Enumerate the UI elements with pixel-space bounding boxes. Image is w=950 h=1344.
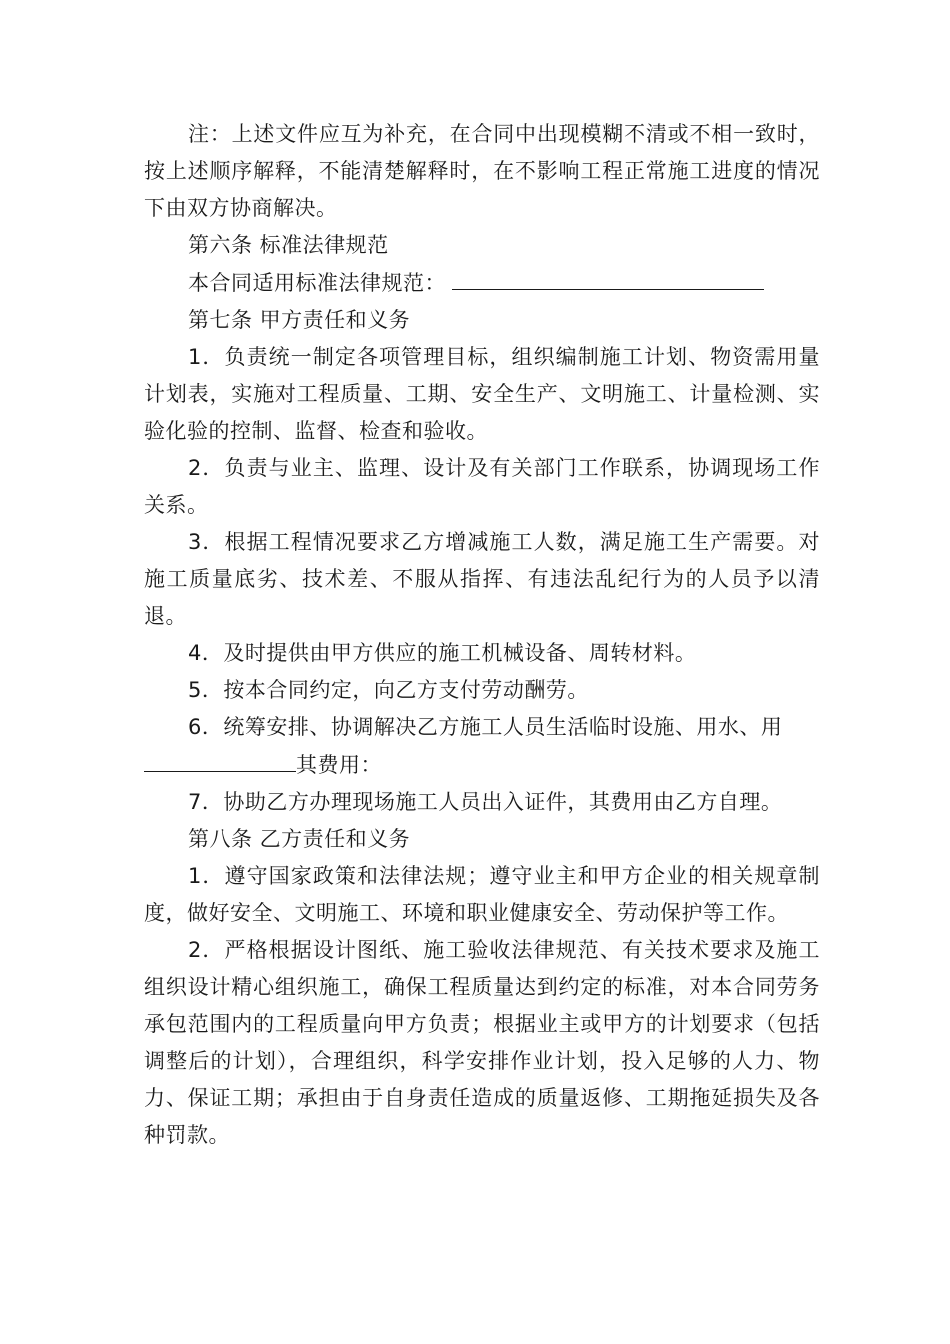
note-paragraph: 注：上述文件应互为补充，在合同中出现模糊不清或不相一致时，按上述顺序解释，不能清楚解释时，在不影响工程正常施工进度的情况下由双方协商解决。 <box>144 122 820 220</box>
article-8-title: 第八条 乙方责任和义务 <box>188 827 411 851</box>
article-7-item-2: 2．负责与业主、监理、设计及有关部门工作联系，协调现场工作关系。 <box>144 456 820 517</box>
article-6-title: 第六条 标准法律规范 <box>188 233 389 257</box>
standards-blank-line <box>452 264 764 290</box>
article-7-item-3: 3．根据工程情况要求乙方增减施工人数，满足施工生产需要。对施工质量底劣、技术差、不服从指挥、有违法乱纪行为的人员予以清退。 <box>144 530 820 628</box>
article-7-item-4: 4．及时提供由甲方供应的施工机械设备、周转材料。 <box>188 641 697 665</box>
article-7-item-6: 6．统筹安排、协调解决乙方施工人员生活临时设施、用水、用 <box>188 715 783 739</box>
expense-blank-line <box>144 746 296 772</box>
article-7-item-6-continued <box>144 746 820 784</box>
article-8-item-2: 2．严格根据设计图纸、施工验收法律规范、有关技术要求及施工组织设计精心组织施工，确保工程质量达到约定的标准，对本合同劳务承包范围内的工程质量向甲方负责；根据业主或甲方的计划要求（包括调整后的计划），合理组织，科学安排作业计划，投入足够的人力、物力、保证工期；承担由于自身责任造成的质量返修、工期拖延损失及各种罚款。 <box>144 938 820 1147</box>
article-7-item-7: 7．协助乙方办理现场施工人员出入证件，其费用由乙方自理。 <box>188 790 783 814</box>
article-6-body <box>144 264 820 302</box>
article-7-item-6-fee-text: 其费用： <box>296 753 382 777</box>
article-6-body-text: 本合同适用标准法律规范： <box>188 271 446 295</box>
article-7-item-5: 5．按本合同约定，向乙方支付劳动酬劳。 <box>188 678 589 702</box>
article-8-item-1: 1．遵守国家政策和法律法规；遵守业主和甲方企业的相关规章制度，做好安全、文明施工、环境和职业健康安全、劳动保护等工作。 <box>144 864 820 925</box>
article-7-item-1: 1．负责统一制定各项管理目标，组织编制施工计划、物资需用量计划表，实施对工程质量、工期、安全生产、文明施工、计量检测、实验化验的控制、监督、检查和验收。 <box>144 345 820 443</box>
document-page <box>144 116 820 1154</box>
article-7-title: 第七条 甲方责任和义务 <box>188 308 411 332</box>
